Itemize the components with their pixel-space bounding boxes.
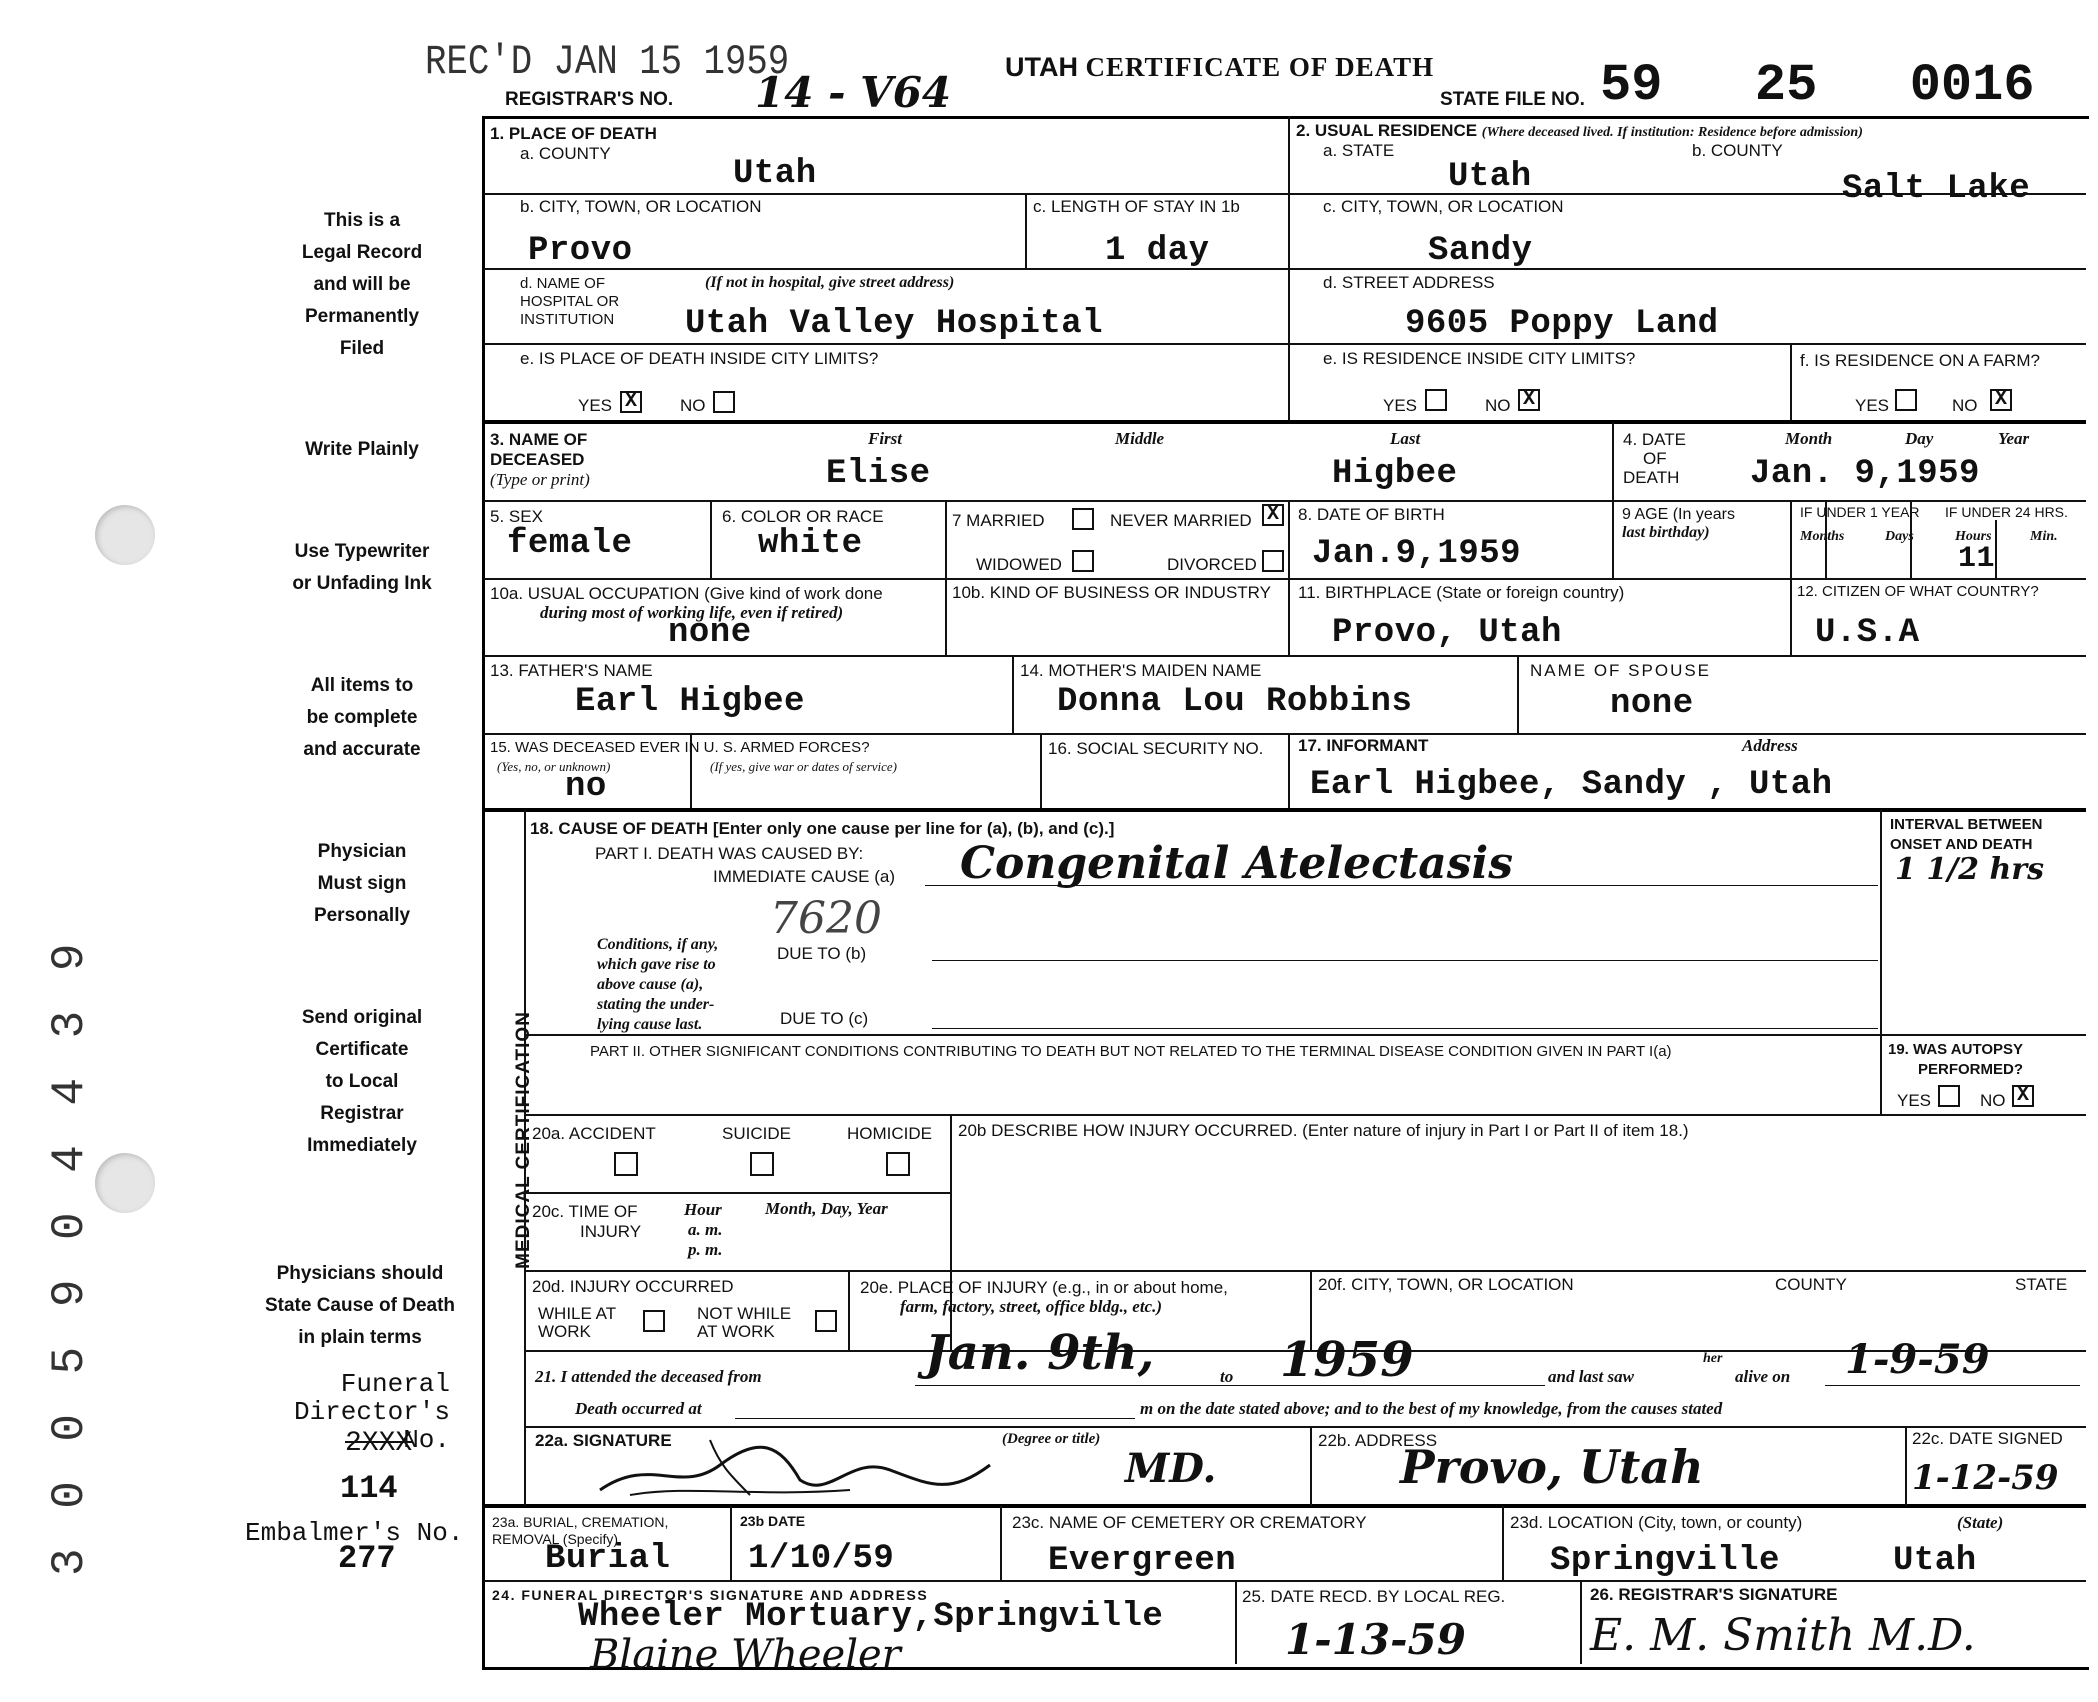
place-of-death-label: 1. PLACE OF DEATH	[490, 124, 657, 143]
first-name-label: First	[868, 429, 903, 448]
burial-location-label: 23d. LOCATION (City, town, or county)	[1510, 1513, 1803, 1532]
embalmer-label: Embalmer's No.	[245, 1518, 464, 1548]
days-label: Days	[1885, 529, 1914, 544]
last-saw-label: and last saw	[1548, 1367, 1634, 1386]
month-label: Month	[1785, 429, 1833, 448]
registrar-signature: E. M. Smith M.D.	[1590, 1610, 1976, 1661]
farm-no-checkbox[interactable]: X	[1990, 389, 2012, 411]
attended-label: 21. I attended the deceased from	[535, 1367, 762, 1386]
occupation: none	[668, 614, 752, 652]
farm-yes-label: YES	[1855, 396, 1890, 415]
signature-address: Provo, Utah	[1400, 1440, 1704, 1494]
middle-name-label: Middle	[1115, 429, 1165, 448]
death-county: Utah	[733, 155, 817, 193]
alive-on-date: 1-9-59	[1845, 1336, 1990, 1383]
burial-location: Springville	[1550, 1542, 1780, 1580]
date-of-death-label: 4. DATE OF DEATH	[1623, 430, 1686, 487]
farm-no-label: NO	[1952, 396, 1978, 415]
certificate-title	[1005, 52, 1434, 83]
hour-label: Hour a. m. p. m.	[684, 1200, 723, 1259]
burial-state-label: (State)	[1957, 1513, 2004, 1532]
armed-forces-label: 15. WAS DECEASED EVER IN U. S. ARMED FORCES?	[490, 739, 870, 756]
length-of-stay-label: c. LENGTH OF STAY IN 1b	[1033, 197, 1240, 216]
business-label: 10b. KIND OF BUSINESS OR INDUSTRY	[952, 583, 1271, 602]
state-file-number	[1600, 56, 2035, 115]
residence-city-yes-checkbox[interactable]	[1425, 389, 1447, 411]
autopsy-yes-label: YES	[1897, 1091, 1932, 1110]
code-note: 7620	[770, 893, 882, 944]
accident-label: 20a. ACCIDENT	[532, 1124, 656, 1143]
sidebar-typewriter: Use Typewriter or Unfading Ink	[292, 541, 432, 594]
deceased-first-name: Elise	[826, 455, 931, 493]
registrar-no: 14 - V64	[755, 68, 952, 117]
occupation-label: 10a. USUAL OCCUPATION (Give kind of work done during most of working life, even if retired)	[490, 584, 883, 622]
armed-forces-sub1: (Yes, no, or unknown)	[497, 759, 611, 774]
injury-county-label: COUNTY	[1775, 1275, 1847, 1294]
married-label: 7 MARRIED	[952, 511, 1045, 530]
to-label: to	[1220, 1367, 1234, 1386]
months-label: Months	[1800, 529, 1845, 544]
residence-city-no-checkbox[interactable]: X	[1518, 389, 1540, 411]
married-checkbox[interactable]	[1072, 508, 1094, 530]
embalmer-no: 277	[338, 1540, 396, 1577]
signature-label: 22a. SIGNATURE	[535, 1431, 672, 1450]
due-to-c-label: DUE TO (c)	[780, 1009, 869, 1028]
punch-hole-bottom	[95, 1153, 155, 1213]
funeral-director-no: 114	[340, 1470, 398, 1507]
residence-state: Utah	[1448, 158, 1532, 196]
date-of-birth-label: 8. DATE OF BIRTH	[1298, 505, 1445, 524]
min-label: Min.	[2030, 529, 2058, 544]
registrar-no-label: REGISTRAR'S NO.	[505, 89, 674, 110]
place-of-injury-label: 20e. PLACE OF INJURY (e.g., in or about home, farm, factory, street, office bldg., etc.)	[860, 1278, 1228, 1316]
date-of-birth: Jan.9,1959	[1312, 535, 1522, 573]
suicide-checkbox[interactable]	[750, 1152, 774, 1176]
burial-state: Utah	[1893, 1542, 1977, 1580]
burial: Burial	[545, 1540, 671, 1578]
not-while-at-work-label: NOT WHILE AT WORK	[697, 1304, 792, 1341]
age-hours: 11	[1958, 542, 1996, 576]
funeral-director-label: Funeral Director's No.	[293, 1369, 450, 1455]
state-file-part3: 0016	[1909, 56, 2035, 115]
physician-signature	[590, 1435, 1050, 1505]
residence-city-no-label: NO	[1485, 396, 1511, 415]
death-city-yes-checkbox[interactable]: X	[620, 391, 642, 413]
physician-degree: MD.	[1125, 1445, 1217, 1492]
sidebar-physician: Physician Must sign Personally	[313, 841, 411, 926]
not-while-at-work-checkbox[interactable]	[815, 1310, 837, 1332]
death-city-yes-label: YES	[578, 396, 613, 415]
never-married-label: NEVER MARRIED	[1110, 511, 1252, 530]
year-label: Year	[1998, 429, 2030, 448]
immediate-cause: Congenital Atelectasis	[960, 838, 1513, 889]
part2-label: PART II. OTHER SIGNIFICANT CONDITIONS CONTRIBUTING TO DEATH BUT NOT RELATED TO THE TERMINAL DISEASE CONDITION GIVEN IN PART I(a)	[590, 1043, 1672, 1060]
farm-label: f. IS RESIDENCE ON A FARM?	[1800, 351, 2040, 370]
race-label: 6. COLOR OR RACE	[722, 507, 884, 526]
interval-label: INTERVAL BETWEEN ONSET AND DEATH	[1890, 816, 2043, 853]
attended-from: Jan. 9th,	[925, 1325, 1155, 1381]
death-city: Provo	[528, 232, 633, 270]
alive-on-label: alive on	[1735, 1367, 1791, 1386]
inside-city-label: e. IS PLACE OF DEATH INSIDE CITY LIMITS?	[520, 349, 879, 368]
death-city-no-checkbox[interactable]	[713, 391, 735, 413]
sidebar-write-plainly: Write Plainly	[305, 439, 419, 460]
never-married-checkbox[interactable]: X	[1262, 504, 1284, 526]
injury-occurred-label: 20d. INJURY OCCURRED	[532, 1277, 734, 1296]
length-of-stay: 1 day	[1105, 232, 1210, 270]
hours-label: Hours	[1955, 529, 1992, 544]
funeral-director-struck: 2XXX	[345, 1428, 413, 1459]
title-state: UTAH	[1005, 52, 1078, 82]
sidebar-physicians-should: Physicians should State Cause of Death in plain terms	[264, 1263, 456, 1348]
her-label: her	[1703, 1351, 1723, 1366]
mother-name-label: 14. MOTHER'S MAIDEN NAME	[1020, 661, 1262, 680]
funeral-director-address: Wheeler Mortuary,Springville	[578, 1598, 1164, 1636]
autopsy-no-label: NO	[1980, 1091, 2006, 1110]
burial-label: 23a. BURIAL, CREMATION, REMOVAL (Specify)	[492, 1514, 669, 1547]
signature-address-label: 22b. ADDRESS	[1318, 1431, 1438, 1450]
spouse-name: none	[1610, 685, 1694, 723]
homicide-checkbox[interactable]	[886, 1152, 910, 1176]
date-of-death: Jan. 9,1959	[1750, 455, 1980, 493]
informant-address-label: Address	[1742, 736, 1798, 755]
sex-label: 5. SEX	[490, 507, 543, 526]
armed-forces-sub2: (If yes, give war or dates of service)	[710, 759, 898, 774]
time-of-injury-label: 20c. TIME OF INJURY	[532, 1202, 642, 1241]
state-file-part2: 25	[1754, 56, 1818, 115]
suicide-label: SUICIDE	[722, 1124, 791, 1143]
last-name-label: Last	[1390, 429, 1421, 448]
spouse-label: NAME OF SPOUSE	[1530, 661, 1712, 680]
immediate-cause-label: IMMEDIATE CAUSE (a)	[713, 867, 895, 886]
deceased-name-label: 3. NAME OF DECEASED (Type or print)	[490, 430, 590, 489]
cause-of-death-label: 18. CAUSE OF DEATH [Enter only one cause per line for (a), (b), and (c).]	[530, 819, 1115, 838]
deceased-last-name: Higbee	[1332, 455, 1458, 493]
residence-county: Salt Lake	[1842, 170, 2031, 208]
age-label: 9 AGE (In years last birthday)	[1622, 506, 1735, 541]
street-address-label: d. STREET ADDRESS	[1323, 273, 1495, 292]
armed-forces: no	[565, 768, 607, 806]
residence-inside-city-label: e. IS RESIDENCE INSIDE CITY LIMITS?	[1323, 349, 1636, 368]
residence-city-label: c. CITY, TOWN, OR LOCATION	[1323, 197, 1564, 216]
cemetery-label: 23c. NAME OF CEMETERY OR CREMATORY	[1012, 1513, 1367, 1532]
registrar-signature-label: 26. REGISTRAR'S SIGNATURE	[1590, 1585, 1838, 1604]
hospital-name: Utah Valley Hospital	[685, 305, 1104, 343]
received-stamp: REC'D JAN 15 1959	[425, 38, 790, 86]
father-name-label: 13. FATHER'S NAME	[490, 661, 653, 680]
date-signed: 1-12-59	[1912, 1458, 2059, 1498]
funeral-director-signature: Blaine Wheeler	[590, 1632, 901, 1678]
autopsy-yes-checkbox[interactable]	[1938, 1085, 1960, 1107]
mother-name: Donna Lou Robbins	[1057, 683, 1413, 721]
month-day-year-label: Month, Day, Year	[765, 1199, 888, 1218]
sidebar-send-original: Send original Certificate to Local Registrar Immediately	[301, 1007, 423, 1156]
part1-label: PART I. DEATH WAS CAUSED BY:	[595, 844, 864, 863]
residence-city-yes-label: YES	[1383, 396, 1418, 415]
birthplace: Provo, Utah	[1332, 614, 1562, 652]
burial-date-label: 23b DATE	[740, 1513, 806, 1529]
homicide-label: HOMICIDE	[847, 1124, 932, 1143]
street-address: 9605 Poppy Land	[1405, 305, 1719, 343]
residence-state-label: a. STATE	[1323, 141, 1395, 160]
accident-checkbox[interactable]	[614, 1152, 638, 1176]
while-at-work-checkbox[interactable]	[643, 1310, 665, 1332]
autopsy-label: 19. WAS AUTOPSY PERFORMED?	[1888, 1041, 2024, 1078]
medical-certification-label: MEDICAL CERTIFICATION	[512, 1011, 534, 1269]
informant-label: 17. INFORMANT	[1298, 736, 1429, 755]
autopsy-no-checkbox[interactable]: X	[2012, 1085, 2034, 1107]
interval: 1 1/2 hrs	[1895, 852, 2044, 887]
social-security-label: 16. SOCIAL SECURITY NO.	[1048, 739, 1264, 758]
sex: female	[507, 525, 633, 563]
under-1-year-label: IF UNDER 1 YEAR	[1800, 504, 1920, 520]
county-label: a. COUNTY	[520, 144, 611, 163]
informant: Earl Higbee, Sandy , Utah	[1310, 766, 1833, 804]
city-label: b. CITY, TOWN, OR LOCATION	[520, 197, 762, 216]
conditions-label: Conditions, if any, which gave rise to above cause (a), stating the under- lying cause last.	[597, 936, 719, 1033]
injury-city-label: 20f. CITY, TOWN, OR LOCATION	[1318, 1275, 1574, 1294]
birthplace-label: 11. BIRTHPLACE (State or foreign country)	[1298, 583, 1625, 602]
residence-city: Sandy	[1428, 232, 1533, 270]
race: white	[758, 525, 863, 563]
injury-state-label: STATE	[2015, 1275, 2068, 1294]
death-city-no-label: NO	[680, 396, 706, 415]
widowed-label: WIDOWED	[976, 555, 1062, 574]
father-name: Earl Higbee	[575, 683, 805, 721]
burial-date: 1/10/59	[748, 1540, 895, 1578]
sidebar-complete: All items to be complete and accurate	[303, 675, 421, 760]
citizenship: U.S.A	[1815, 614, 1920, 652]
hospital-note: (If not in hospital, give street address)	[705, 274, 955, 291]
while-at-work-label: WHILE AT WORK	[538, 1304, 617, 1341]
funeral-director-signature-label: 24. FUNERAL DIRECTOR'S SIGNATURE AND ADDRESS	[492, 1587, 929, 1603]
date-signed-label: 22c. DATE SIGNED	[1912, 1429, 2063, 1448]
cemetery: Evergreen	[1048, 1542, 1237, 1580]
divorced-checkbox[interactable]	[1262, 550, 1284, 572]
vertical-serial-number: 3 0 0 5 9 0 4 4 3 9	[44, 937, 96, 1576]
citizen-label: 12. CITIZEN OF WHAT COUNTRY?	[1797, 583, 2039, 600]
date-received-label: 25. DATE RECD. BY LOCAL REG.	[1242, 1587, 1506, 1606]
sidebar-legal-record: This is a Legal Record and will be Permanently Filed	[301, 210, 423, 359]
due-to-b-label: DUE TO (b)	[777, 944, 867, 963]
death-occurred-label: Death occurred at	[575, 1399, 702, 1418]
divorced-label: DIVORCED	[1167, 555, 1257, 574]
punch-hole-top	[95, 505, 155, 565]
widowed-checkbox[interactable]	[1072, 550, 1094, 572]
title-rest: CERTIFICATE OF DEATH	[1085, 52, 1435, 82]
state-file-label: STATE FILE NO.	[1440, 89, 1585, 110]
state-file-part1: 59	[1600, 56, 1663, 115]
day-label: Day	[1905, 429, 1934, 448]
injury-description-label: 20b DESCRIBE HOW INJURY OCCURRED. (Enter nature of injury in Part I or Part II of item 18.)	[958, 1121, 1689, 1140]
attended-to: 1959	[1280, 1332, 1414, 1388]
residence-county-label: b. COUNTY	[1692, 141, 1783, 160]
farm-yes-checkbox[interactable]	[1895, 389, 1917, 411]
death-occurred-rest: m on the date stated above; and to the best of my knowledge, from the causes stated	[1140, 1399, 1723, 1418]
hospital-label: d. NAME OF HOSPITAL OR INSTITUTION	[520, 275, 620, 328]
degree-label: (Degree or title)	[1002, 1431, 1101, 1447]
under-24-hrs-label: IF UNDER 24 HRS.	[1945, 504, 2068, 520]
date-received: 1-13-59	[1285, 1615, 1466, 1664]
residence-label: 2. USUAL RESIDENCE (Where deceased lived. If institution: Residence before admission)	[1296, 121, 1863, 140]
